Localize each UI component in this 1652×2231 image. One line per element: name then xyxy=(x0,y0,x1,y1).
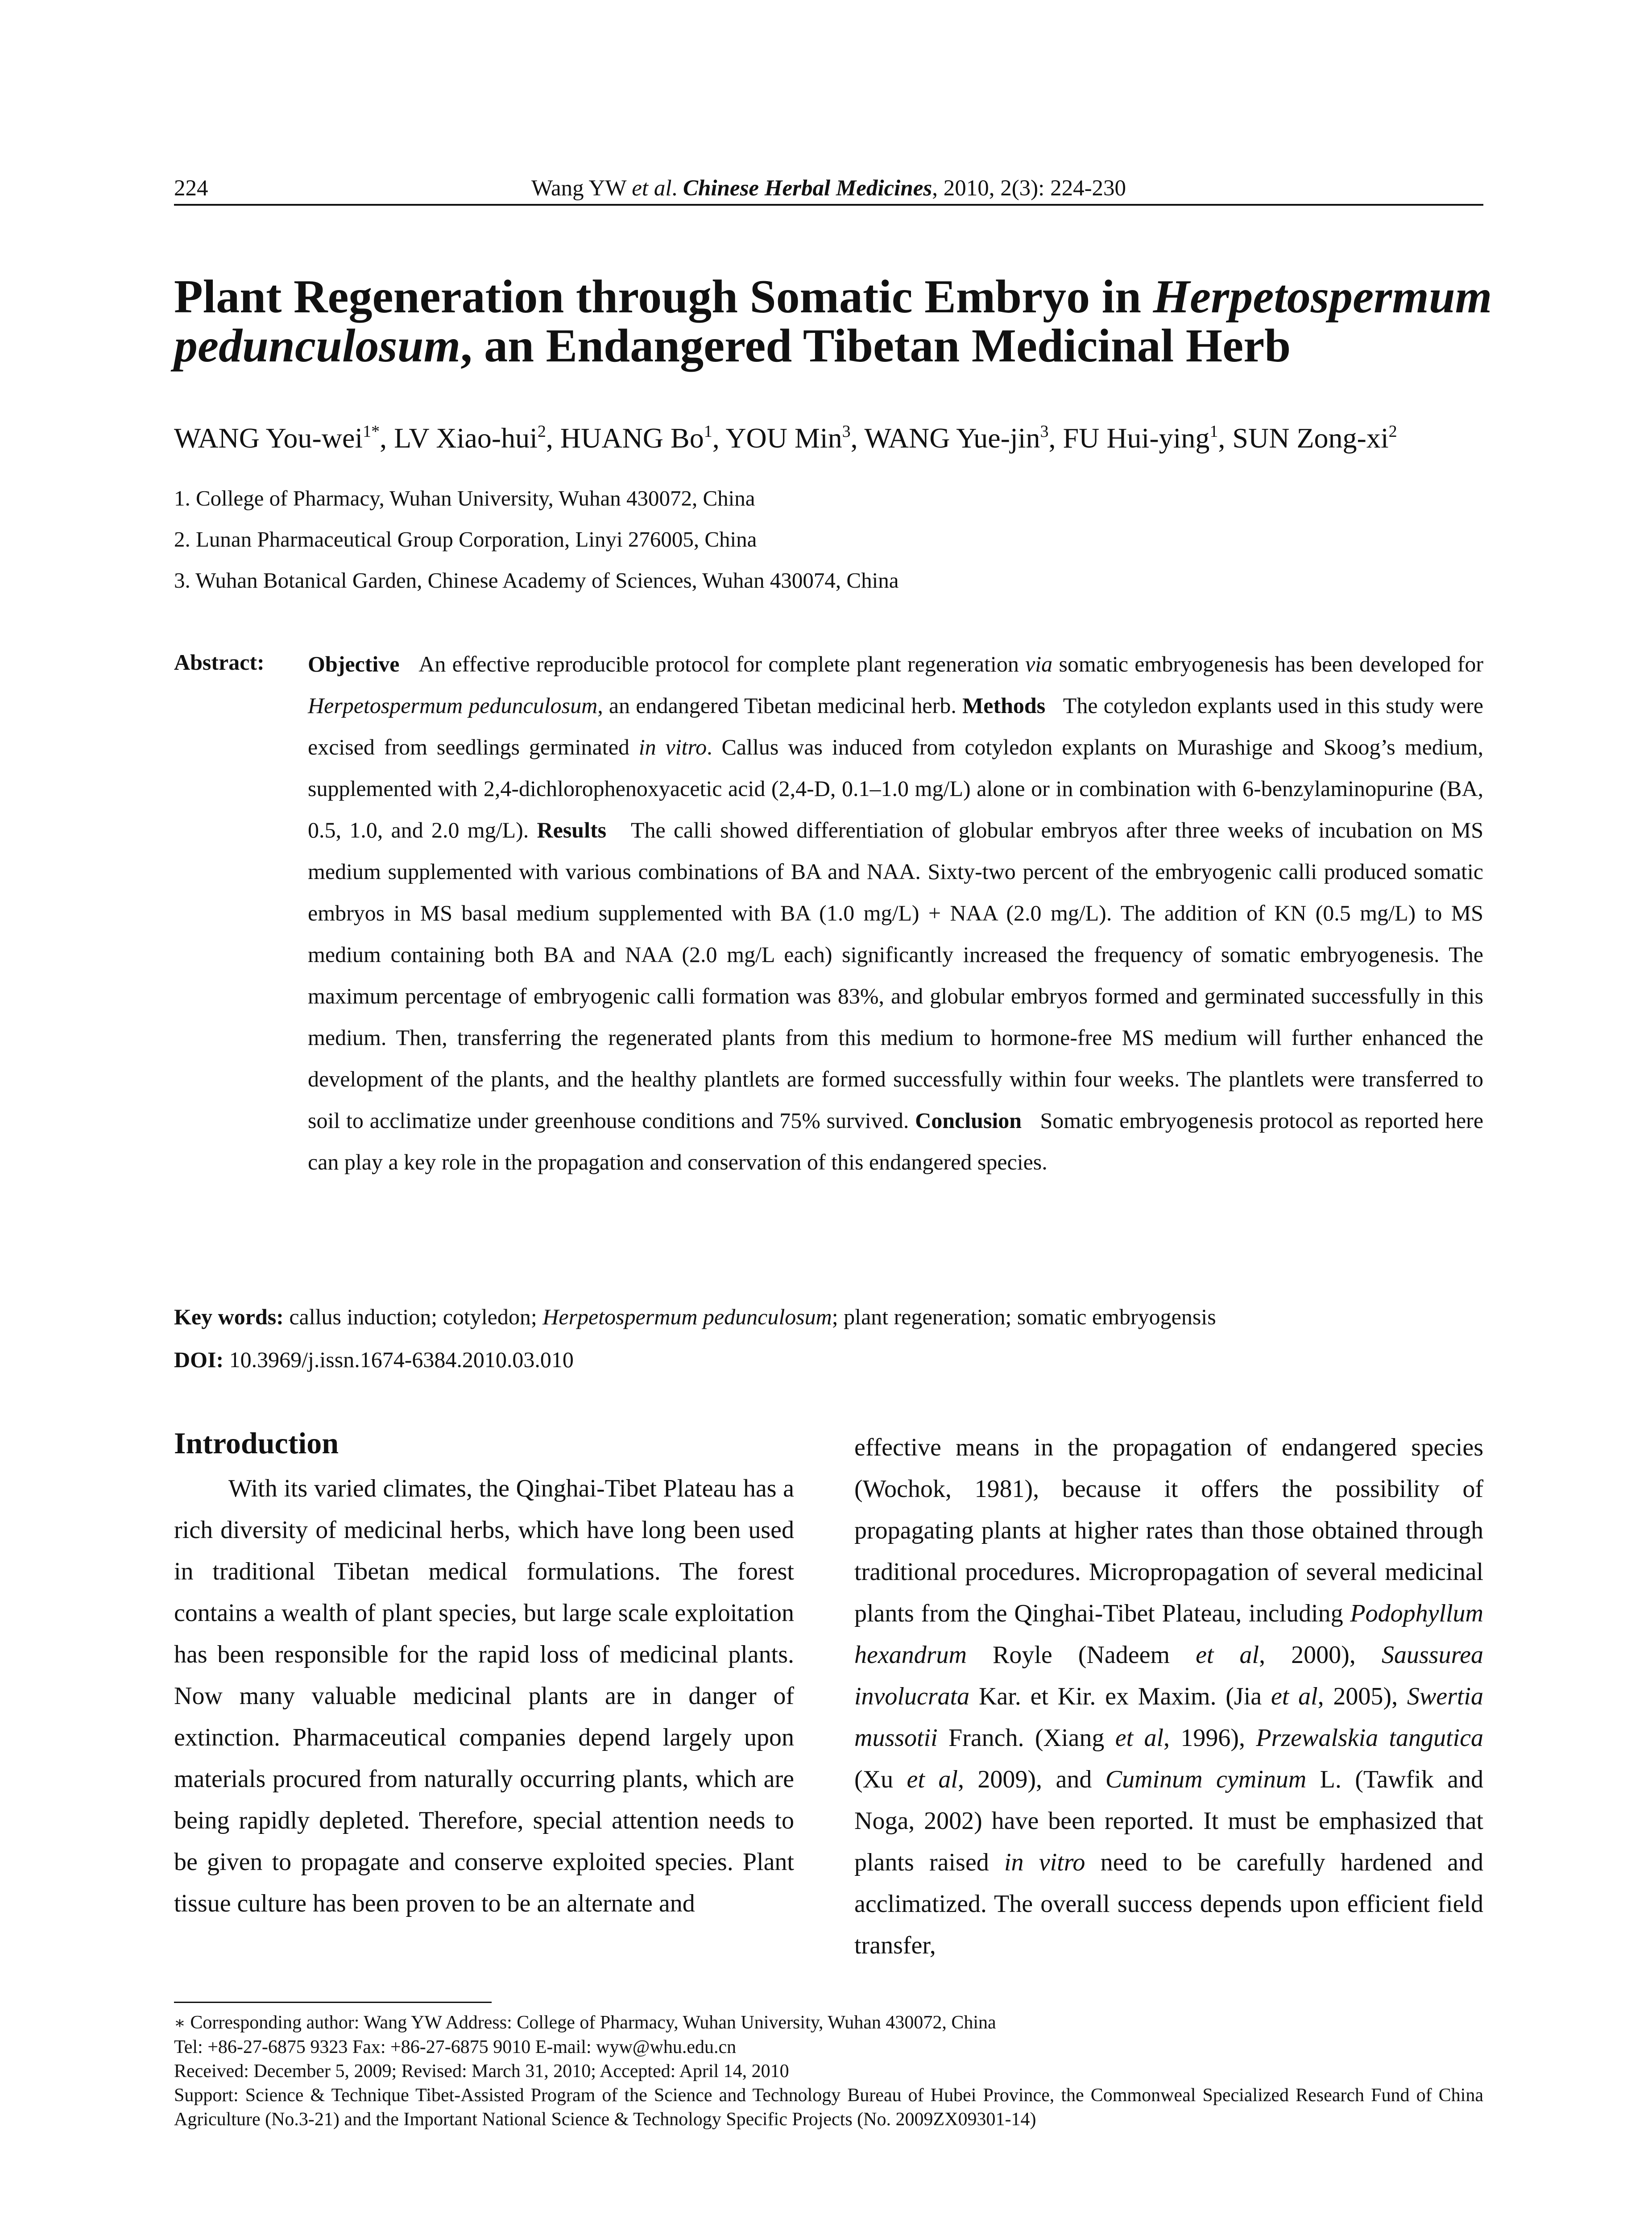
title-part-1: Plant Regeneration through Somatic Embryo in xyxy=(174,270,1153,323)
footnote-support: Support: Science & Technique Tibet-Assisted Program of the Science and Technology Bureau of Hubei Province, the Commonweal Specialized Research Fund of China Agriculture (No.3-21) and the Important National Science & Technology Specific Projects (No. 2009ZX09301-14) xyxy=(174,2085,1483,2130)
journal-author: Wang YW xyxy=(531,176,632,201)
author-list xyxy=(174,422,1483,455)
journal-volume: , 2010, 2(3): 224-230 xyxy=(932,176,1126,201)
author-affil-mark: 2 xyxy=(1388,422,1397,441)
species-name: Cuminum cyminum xyxy=(1105,1766,1307,1793)
citation-etal: et al xyxy=(907,1766,958,1793)
affiliation-1: 1. College of Pharmacy, Wuhan University, Wuhan 430072, China xyxy=(174,486,755,510)
author-affil-mark: 2 xyxy=(537,422,546,441)
body-text: , 1996), xyxy=(1163,1724,1256,1752)
abstract-body xyxy=(308,643,1483,1183)
keywords xyxy=(174,1304,1483,1330)
species-name: Podophyllum hexandrum xyxy=(854,1600,1483,1669)
introduction-heading: Introduction xyxy=(174,1426,339,1460)
body-text: L. (Tawfik and Noga, 2002) have been reported. It must be emphasized that plants raised xyxy=(854,1766,1483,1876)
author-sep: , xyxy=(1218,422,1233,454)
footnote-contact: Tel: +86-27-6875 9323 Fax: +86-27-6875 9010 E-mail: wyw@whu.edu.cn xyxy=(174,2037,737,2057)
author-affil-mark: 3 xyxy=(1040,422,1049,441)
doi-value: 10.3969/j.issn.1674-6384.2010.03.010 xyxy=(224,1347,574,1372)
abstract-text: , an endangered Tibetan medicinal herb. xyxy=(597,693,956,718)
author-affil-mark: 1 xyxy=(1209,422,1218,441)
species-name: Przewalskia tangutica xyxy=(1256,1724,1483,1752)
body-text: need to be carefully hardened and acclimatized. The overall success depends upon efficient field transfer, xyxy=(854,1849,1483,1959)
abstract-text: An effective reproducible protocol for complete plant regeneration xyxy=(418,651,1026,676)
abstract-species: Herpetospermum pedunculosum xyxy=(308,693,598,718)
footnotes xyxy=(174,2011,1483,2131)
running-header xyxy=(174,172,1483,206)
abstract-italic: via xyxy=(1025,651,1053,676)
title-species: pedunculosum xyxy=(174,319,461,372)
abstract-text: somatic embryogenesis has been developed for xyxy=(1052,651,1484,676)
author-sep: , xyxy=(546,422,560,454)
title-genus: Herpetospermum xyxy=(1153,270,1492,323)
abstract-text: Somatic embryogenesis protocol as reported here can play a key role in the propagation and conservation of this endangered species. xyxy=(308,1108,1484,1174)
keywords-text: callus induction; cotyledon; xyxy=(283,1304,543,1329)
conclusion-label: Conclusion xyxy=(915,1108,1022,1133)
author-name: FU Hui-ying xyxy=(1063,422,1210,454)
doi-label: DOI: xyxy=(174,1347,224,1372)
results-label: Results xyxy=(537,817,607,842)
body-text: effective means in the propagation of endangered species (Wochok, 1981), because it offers the possibility of propagating plants at higher rates than those obtained through traditional procedures. Micropropagation of several medicinal plants from the Qinghai-Tibet Plateau, including xyxy=(854,1434,1483,1627)
body-text: , 2005), xyxy=(1317,1683,1407,1710)
author-affil-mark: 1 xyxy=(704,422,712,441)
journal-citation xyxy=(174,175,1483,201)
citation-etal: et al xyxy=(1271,1683,1318,1710)
author-sep: , xyxy=(850,422,865,454)
author-name: WANG You-wei xyxy=(174,422,363,454)
body-italic: in vitro xyxy=(1004,1849,1085,1876)
abstract-text: The cotyledon explants used in this study were excised from seedlings germinated xyxy=(308,693,1484,759)
author-sep: , xyxy=(712,422,726,454)
abstract-italic: in vitro xyxy=(638,734,707,759)
page-number: 224 xyxy=(174,176,208,201)
body-text: (Xu xyxy=(854,1766,907,1793)
keywords-species: Herpetospermum pedunculosum xyxy=(542,1304,832,1329)
body-text: Kar. et Kir. ex Maxim. (Jia xyxy=(969,1683,1271,1710)
article-title xyxy=(174,270,1492,372)
author-affil-mark: 1* xyxy=(363,422,380,441)
journal-name: Chinese Herbal Medicines xyxy=(683,176,932,201)
author-name: HUANG Bo xyxy=(560,422,704,454)
author-sep: , xyxy=(380,422,394,454)
species-name: Swertia mussotii xyxy=(854,1683,1483,1752)
title-part-4: , an Endangered Tibetan Medicinal Herb xyxy=(460,319,1291,372)
footnote-corresponding xyxy=(174,2011,1483,2035)
author-name: YOU Min xyxy=(725,422,842,454)
journal-etal: et al xyxy=(632,176,672,201)
footnote-dates: Received: December 5, 2009; Revised: March 31, 2010; Accepted: April 14, 2010 xyxy=(174,2061,789,2082)
journal-dot: . xyxy=(671,176,683,201)
author-affil-mark: 3 xyxy=(842,422,851,441)
objective-label: Objective xyxy=(308,651,400,676)
citation-etal: et al xyxy=(1196,1641,1259,1669)
keywords-text: ; plant regeneration; somatic embryogensis xyxy=(832,1304,1216,1329)
body-text: , 2009), and xyxy=(957,1766,1105,1793)
citation-etal: et al xyxy=(1115,1724,1164,1752)
abstract-label: Abstract: xyxy=(174,650,265,675)
body-text: Franch. (Xiang xyxy=(937,1724,1115,1752)
abstract-text: The calli showed differentiation of globular embryos after three weeks of incubation on MS medium supplemented with various combinations of BA and NAA. Sixty-two percent of the embryogenic calli produced somatic embryos in MS basal medium supplemented with BA (1.0 mg/L) + NAA (2.0 mg/L). The addition of KN (0.5 mg/L) to MS medium containing both BA and NAA (2.0 mg/L each) significantly increased the frequency of somatic embryogenesis. The maximum percentage of embryogenic calli formation was 83%, and globular embryos formed and germinated successfully in this medium. Then, transferring the regenerated plants from this medium to hormone-free MS medium will further enhanced the development of the plants, and the healthy plantlets are formed successfully within four weeks. The plantlets were transferred to soil to acclimatize under greenhouse conditions and 75% survived. xyxy=(308,817,1484,1133)
affiliation-3: 3. Wuhan Botanical Garden, Chinese Academy of Sciences, Wuhan 430074, China xyxy=(174,568,899,593)
author-name: LV Xiao-hui xyxy=(394,422,538,454)
affiliation-2: 2. Lunan Pharmaceutical Group Corporation, Linyi 276005, China xyxy=(174,527,757,552)
species-name: Saussurea involucrata xyxy=(854,1641,1484,1710)
footnote-rule xyxy=(174,2002,492,2003)
abstract-text: . Callus was induced from cotyledon explants on Murashige and Skoog’s medium, supplemented with 2,4-dichlorophenoxyacetic acid (2,4-D, 0.1–1.0 mg/L) alone or in combination with 6-benzylaminopurine (BA, 0.5, 1.0, and 2.0 mg/L). xyxy=(308,734,1483,842)
introduction-left-column: With its varied climates, the Qinghai-Tibet Plateau has a rich diversity of medicinal herbs, which have long been used in traditional Tibetan medical formulations. The forest contains a wealth of plant species, but large scale exploitation has been responsible for the rapid loss of medicinal plants. Now many valuable medicinal plants are in danger of extinction. Pharmaceutical companies depend largely upon materials procured from naturally occurring plants, which are being rapidly depleted. Therefore, special attention needs to be given to propagate and conserve exploited species. Plant tissue culture has been proven to be an alternate and xyxy=(174,1475,794,1917)
body-text: , 2000), xyxy=(1259,1641,1382,1669)
methods-label: Methods xyxy=(962,693,1046,718)
introduction-right-column xyxy=(854,1427,1483,1966)
author-name: SUN Zong-xi xyxy=(1232,422,1389,454)
body-text: Royle (Nadeem xyxy=(966,1641,1196,1669)
author-sep: , xyxy=(1048,422,1063,454)
footnote-text: Corresponding author: Wang YW Address: College of Pharmacy, Wuhan University, Wuhan 430072, China xyxy=(185,2012,996,2033)
doi xyxy=(174,1347,1483,1373)
keywords-label: Key words: xyxy=(174,1304,284,1329)
author-name: WANG Yue-jin xyxy=(864,422,1040,454)
asterisk-icon: ∗ xyxy=(174,2014,186,2032)
